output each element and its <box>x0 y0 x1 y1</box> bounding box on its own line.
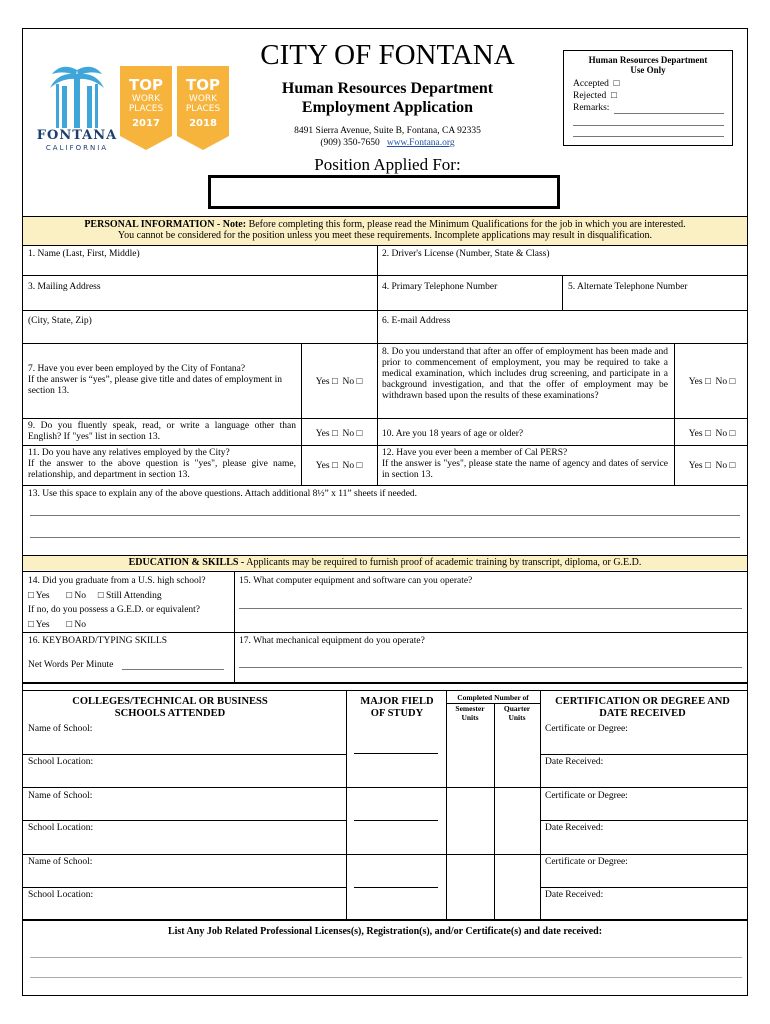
primary-phone-field[interactable]: 4. Primary Telephone Number <box>382 282 498 292</box>
city-state-zip-field[interactable]: (City, State, Zip) <box>28 316 92 326</box>
units-col-header: Completed Number of <box>457 693 529 702</box>
palm-tree-icon <box>32 64 122 128</box>
question-10: 10. Are you 18 years of age or older? <box>382 429 524 439</box>
school-location-field[interactable]: School Location: <box>28 823 94 833</box>
school-location-field[interactable]: School Location: <box>28 757 94 767</box>
position-label: Position Applied For: <box>314 155 461 174</box>
major-field-line[interactable] <box>354 820 438 821</box>
drivers-license-field[interactable]: 2. Driver's License (Number, State & Class) <box>382 249 550 259</box>
page-title: CITY OF FONTANA <box>260 39 515 71</box>
question-14: 14. Did you graduate from a U.S. high school? <box>28 576 206 586</box>
school-name-field[interactable]: Name of School: <box>28 857 93 867</box>
school-name-field[interactable]: Name of School: <box>28 724 93 734</box>
computer-skills-line[interactable] <box>239 608 742 609</box>
explanation-line-1[interactable] <box>30 515 740 516</box>
wpm-field[interactable]: Net Words Per Minute <box>28 660 114 670</box>
ged-question: If no, do you possess a G.E.D. or equivalent? <box>28 605 201 615</box>
question-7: 7. Have you ever been employed by the City of Fontana? If the answer is “yes”, please give title and dates of employment in section 13. <box>28 364 283 396</box>
logo-city-name: FONTANA <box>36 128 118 143</box>
major-field-line[interactable] <box>354 753 438 754</box>
position-field[interactable] <box>208 175 560 209</box>
semester-units-header: Semester Units <box>455 704 485 722</box>
city-contact <box>240 138 535 149</box>
top-work-places-2017-badge: TOP WORK PLACES 2017 <box>120 66 172 150</box>
website-link[interactable]: www.Fontana.org <box>386 138 455 148</box>
q8-yes-no[interactable]: Yes □ No □ <box>688 377 736 387</box>
date-received-field[interactable]: Date Received: <box>545 890 604 900</box>
mailing-address-field[interactable]: 3. Mailing Address <box>28 282 101 292</box>
rejected-checkbox[interactable]: Rejected □ <box>573 91 617 101</box>
hr-use-only-box: Human Resources Department Use Only Accepted □ Rejected □ Remarks: <box>563 50 733 146</box>
major-field-line[interactable] <box>354 887 438 888</box>
school-name-field[interactable]: Name of School: <box>28 791 93 801</box>
question-12: 12. Have you ever been a member of Cal PERS? If the answer is "yes", please state the name of agency and dates of service in section 13. <box>382 448 668 480</box>
explanation-line-2[interactable] <box>30 537 740 538</box>
ged-options[interactable]: □ Yes □ No <box>28 620 86 630</box>
email-field[interactable]: 6. E-mail Address <box>382 316 451 326</box>
q7-yes-no[interactable]: Yes □ No □ <box>315 377 363 387</box>
accepted-checkbox[interactable]: Accepted □ <box>573 79 620 89</box>
licenses-line-2[interactable] <box>30 977 742 978</box>
alternate-phone-field[interactable]: 5. Alternate Telephone Number <box>568 282 688 292</box>
q10-yes-no[interactable]: Yes □ No □ <box>688 429 736 439</box>
licenses-line-1[interactable] <box>30 957 742 958</box>
city-address: 8491 Sierra Avenue, Suite B, Fontana, CA 92335 <box>294 126 481 136</box>
q12-yes-no[interactable]: Yes □ No □ <box>688 461 736 471</box>
education-heading: EDUCATION & SKILLS - Applicants may be required to furnish proof of academic training by transcript, diploma, or G.E.D. <box>128 557 642 568</box>
hs-graduate-options[interactable]: □ Yes □ No □ Still Attending <box>28 591 162 601</box>
question-13: 13. Use this space to explain any of the above questions. Attach additional 8½” x 11” sheets if needed. <box>28 489 418 499</box>
form-title: Employment Application <box>301 99 474 116</box>
name-field[interactable]: 1. Name (Last, First, Middle) <box>28 249 140 259</box>
personal-info-heading: PERSONAL INFORMATION - Note: Before completing this form, please read the Minimum Qualifications for the job in which you are interested. You cannot be considered for the position unless you meet these requirements. Incomplete applications may result in disqualification. <box>84 219 686 241</box>
fontana-logo <box>32 64 122 154</box>
q11-yes-no[interactable]: Yes □ No □ <box>315 461 363 471</box>
licenses-label: List Any Job Related Professional Licenses(s), Registration(s), and/or Certificate(s) and date received: <box>167 926 603 937</box>
date-received-field[interactable]: Date Received: <box>545 823 604 833</box>
q9-yes-no[interactable]: Yes □ No □ <box>315 429 363 439</box>
department-title: Human Resources Department <box>281 80 494 97</box>
mechanical-skills-line[interactable] <box>239 667 742 668</box>
certificate-field[interactable]: Certificate or Degree: <box>545 724 628 734</box>
school-location-field[interactable]: School Location: <box>28 890 94 900</box>
certificate-field[interactable]: Certificate or Degree: <box>545 791 628 801</box>
question-9: 9. Do you fluently speak, read, or write a language other than English? If "yes" list in section 13. <box>28 421 296 442</box>
question-16: 16. KEYBOARD/TYPING SKILLS <box>28 636 168 646</box>
city-phone: (909) 350-7650 <box>320 138 380 148</box>
remarks-label: Remarks: <box>573 103 610 113</box>
certification-col-header: CERTIFICATION OR DEGREE AND DATE RECEIVED <box>555 696 730 719</box>
certificate-field[interactable]: Certificate or Degree: <box>545 857 628 867</box>
quarter-units-header: Quarter Units <box>503 704 531 722</box>
question-11: 11. Do you have any relatives employed by the City? If the answer to the above question is "yes", please give name, relationship, and department in section 13. <box>28 448 296 480</box>
major-col-header: MAJOR FIELD OF STUDY <box>360 696 434 719</box>
top-work-places-2018-badge: TOP WORK PLACES 2018 <box>177 66 229 150</box>
logo-state-name: CALIFORNIA <box>45 144 109 152</box>
schools-col-header: COLLEGES/TECHNICAL OR BUSINESS SCHOOLS ATTENDED <box>72 696 268 719</box>
question-17: 17. What mechanical equipment do you operate? <box>239 636 425 646</box>
date-received-field[interactable]: Date Received: <box>545 757 604 767</box>
question-15: 15. What computer equipment and software can you operate? <box>239 576 473 586</box>
question-8: 8. Do you understand that after an offer of employment has been made and prior to commencement of employment, you may be required to take a medical examination, which includes drug screening, and participate in a background investigation, and that the offer of employment may be withdrawn based upon the results of these examinations? <box>382 347 668 401</box>
